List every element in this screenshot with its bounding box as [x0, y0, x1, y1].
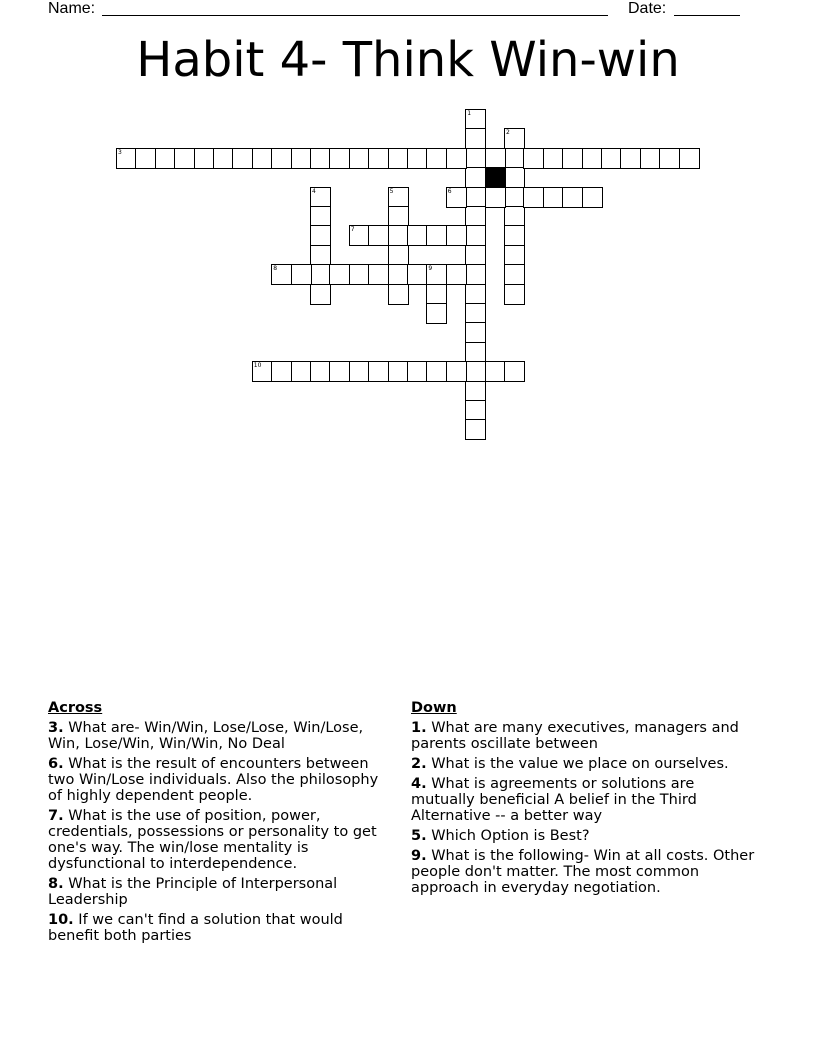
grid-cell[interactable] — [329, 361, 350, 382]
grid-cell[interactable] — [271, 148, 292, 169]
down-clue — [411, 720, 761, 752]
grid-cell[interactable] — [543, 148, 564, 169]
grid-cell[interactable] — [465, 128, 486, 149]
grid-cell[interactable] — [543, 187, 564, 208]
grid-cell[interactable] — [465, 245, 486, 266]
grid-cell[interactable] — [310, 225, 331, 246]
grid-cell[interactable] — [562, 148, 583, 169]
grid-cell[interactable] — [582, 187, 603, 208]
grid-cell[interactable] — [349, 225, 370, 246]
clue-number: 8. — [48, 876, 64, 892]
clue-number: 10. — [48, 912, 74, 928]
grid-cell[interactable] — [504, 245, 525, 266]
grid-cell[interactable] — [523, 148, 544, 169]
grid-cell[interactable] — [562, 187, 583, 208]
grid-cell[interactable] — [679, 148, 700, 169]
grid-cell[interactable] — [388, 245, 409, 266]
grid-cell[interactable] — [446, 148, 467, 169]
grid-cell[interactable] — [329, 148, 350, 169]
down-clue — [411, 828, 761, 844]
clue-number: 6. — [48, 756, 64, 772]
clue-text: What is the following- Win at all costs. Other people don't matter. The most common approach in everyday negotiation. — [411, 848, 755, 896]
clue-text: If we can't find a solution that would benefit both parties — [48, 912, 343, 944]
grid-cell[interactable] — [291, 361, 312, 382]
clue-number-label: 6 — [447, 187, 452, 195]
shaded-cell — [485, 167, 506, 188]
grid-cell[interactable] — [465, 206, 486, 227]
down-clue — [411, 776, 761, 824]
clue-number: 5. — [411, 828, 427, 844]
grid-cell[interactable] — [310, 148, 331, 169]
grid-cell[interactable] — [659, 148, 680, 169]
clue-number: 9. — [411, 848, 427, 864]
clue-number: 1. — [411, 720, 427, 736]
grid-cell[interactable] — [368, 148, 389, 169]
grid-cell[interactable] — [349, 264, 370, 285]
grid-cell[interactable] — [465, 342, 486, 363]
grid-cell[interactable] — [252, 361, 273, 382]
grid-cell[interactable] — [504, 361, 525, 382]
across-clues — [48, 700, 393, 948]
grid-cell[interactable] — [485, 187, 506, 208]
grid-cell[interactable] — [465, 148, 486, 169]
grid-cell[interactable] — [349, 361, 370, 382]
grid-cell[interactable] — [582, 148, 603, 169]
grid-cell[interactable] — [271, 264, 292, 285]
grid-cell[interactable] — [504, 225, 525, 246]
grid-cell[interactable] — [310, 361, 331, 382]
grid-cell[interactable] — [271, 361, 292, 382]
grid-cell[interactable] — [426, 225, 447, 246]
grid-cell[interactable] — [368, 361, 389, 382]
clue-text: What is the value we place on ourselves. — [431, 756, 729, 772]
grid-cell[interactable] — [388, 284, 409, 305]
grid-cell[interactable] — [291, 264, 312, 285]
grid-cell[interactable] — [465, 303, 486, 324]
grid-cell[interactable] — [446, 187, 467, 208]
across-heading: Across — [48, 700, 103, 716]
clue-text: What is agreements or solutions are mutually beneficial A belief in the Third Alternative -- a better way — [411, 776, 697, 824]
grid-cell[interactable] — [601, 148, 622, 169]
grid-cell[interactable] — [504, 187, 525, 208]
grid-cell[interactable] — [640, 148, 661, 169]
down-heading: Down — [411, 700, 457, 716]
clue-text: Which Option is Best? — [431, 828, 590, 844]
grid-cell[interactable] — [407, 225, 428, 246]
grid-cell[interactable] — [465, 400, 486, 421]
grid-cell[interactable] — [465, 381, 486, 402]
grid-cell[interactable] — [504, 148, 525, 169]
grid-cell[interactable] — [388, 264, 409, 285]
grid-cell[interactable] — [465, 264, 486, 285]
grid-cell[interactable] — [368, 264, 389, 285]
clue-number: 3. — [48, 720, 64, 736]
grid-cell[interactable] — [504, 284, 525, 305]
grid-cell[interactable] — [485, 361, 506, 382]
clue-number-label: 10 — [253, 362, 262, 370]
across-clue — [48, 720, 393, 752]
grid-cell[interactable] — [465, 322, 486, 343]
grid-cell[interactable] — [426, 303, 447, 324]
grid-cell[interactable] — [388, 361, 409, 382]
clue-number: 7. — [48, 808, 64, 824]
grid-cell[interactable] — [465, 109, 486, 130]
grid-cell[interactable] — [446, 225, 467, 246]
date-label: Date: — [628, 0, 667, 17]
clue-number-label: 3 — [118, 148, 122, 156]
grid-cell[interactable] — [329, 264, 350, 285]
grid-cell[interactable] — [174, 148, 195, 169]
grid-cell[interactable] — [465, 361, 486, 382]
clue-number-label: 1 — [467, 110, 472, 117]
grid-cell[interactable] — [426, 361, 447, 382]
clue-number: 2. — [411, 756, 427, 772]
grid-cell[interactable] — [291, 148, 312, 169]
grid-cell[interactable] — [504, 206, 525, 227]
grid-cell[interactable] — [523, 187, 544, 208]
grid-cell[interactable] — [388, 206, 409, 227]
grid-cell[interactable] — [465, 187, 486, 208]
clue-number-label: 2 — [506, 129, 510, 137]
grid-cell[interactable] — [310, 284, 331, 305]
grid-cell[interactable] — [485, 148, 506, 169]
grid-cell[interactable] — [620, 148, 641, 169]
grid-cell[interactable] — [446, 264, 467, 285]
clue-text: What is the use of position, power, credentials, possessions or personality to get one's way. The win/lose mentality is dysfunctional to interdependence. — [48, 808, 377, 872]
grid-cell[interactable] — [426, 284, 447, 305]
clue-number-label: 9 — [428, 265, 433, 273]
grid-cell[interactable] — [310, 206, 331, 227]
grid-cell[interactable] — [349, 148, 370, 169]
grid-cell[interactable] — [504, 264, 525, 285]
clue-text: What is the Principle of Interpersonal Leadership — [48, 876, 338, 908]
grid-cell[interactable] — [465, 167, 486, 188]
grid-cell[interactable] — [388, 225, 409, 246]
down-clue — [411, 848, 761, 896]
grid-cell[interactable] — [252, 148, 273, 169]
grid-cell[interactable] — [310, 245, 331, 266]
clue-number-label: 5 — [389, 187, 394, 195]
grid-cell[interactable] — [116, 148, 137, 169]
grid-cell[interactable] — [465, 419, 486, 440]
grid-cell[interactable] — [465, 225, 486, 246]
grid-cell[interactable] — [135, 148, 156, 169]
grid-cell[interactable] — [194, 148, 215, 169]
puzzle-title: Habit 4- Think Win-win — [136, 32, 680, 88]
grid-cell[interactable] — [213, 148, 234, 169]
clue-text: What are many executives, managers and parents oscillate between — [411, 720, 739, 752]
grid-cell[interactable] — [310, 187, 331, 208]
clue-number-label: 7 — [350, 226, 355, 234]
grid-cell[interactable] — [465, 284, 486, 305]
clue-text: What is the result of encounters between two Win/Lose individuals. Also the philosophy of highly dependent people. — [48, 756, 379, 804]
across-clue — [48, 912, 393, 944]
grid-cell[interactable] — [426, 264, 447, 285]
name-label: Name: — [48, 0, 96, 17]
grid-cell[interactable] — [232, 148, 253, 169]
grid-cell[interactable] — [388, 148, 409, 169]
across-clue — [48, 876, 393, 908]
down-clue — [411, 756, 761, 772]
clue-number-label: 8 — [273, 265, 278, 273]
clue-number: 4. — [411, 776, 427, 792]
grid-cell[interactable] — [155, 148, 176, 169]
grid-cell[interactable] — [504, 128, 525, 149]
grid-cell[interactable] — [407, 148, 428, 169]
crossword-grid — [0, 0, 816, 460]
grid-cell[interactable] — [368, 225, 389, 246]
grid-cell[interactable] — [310, 264, 331, 285]
grid-cell[interactable] — [426, 148, 447, 169]
across-clue — [48, 756, 393, 804]
clue-text: What are- Win/Win, Lose/Lose, Win/Lose, Win, Lose/Win, Win/Win, No Deal — [48, 720, 364, 752]
down-clues — [411, 700, 761, 900]
grid-cell[interactable] — [446, 361, 467, 382]
grid-cell[interactable] — [407, 264, 428, 285]
grid-cell[interactable] — [504, 167, 525, 188]
grid-cell[interactable] — [407, 361, 428, 382]
grid-cell[interactable] — [388, 187, 409, 208]
across-clue — [48, 808, 393, 872]
clue-number-label: 4 — [312, 187, 316, 195]
